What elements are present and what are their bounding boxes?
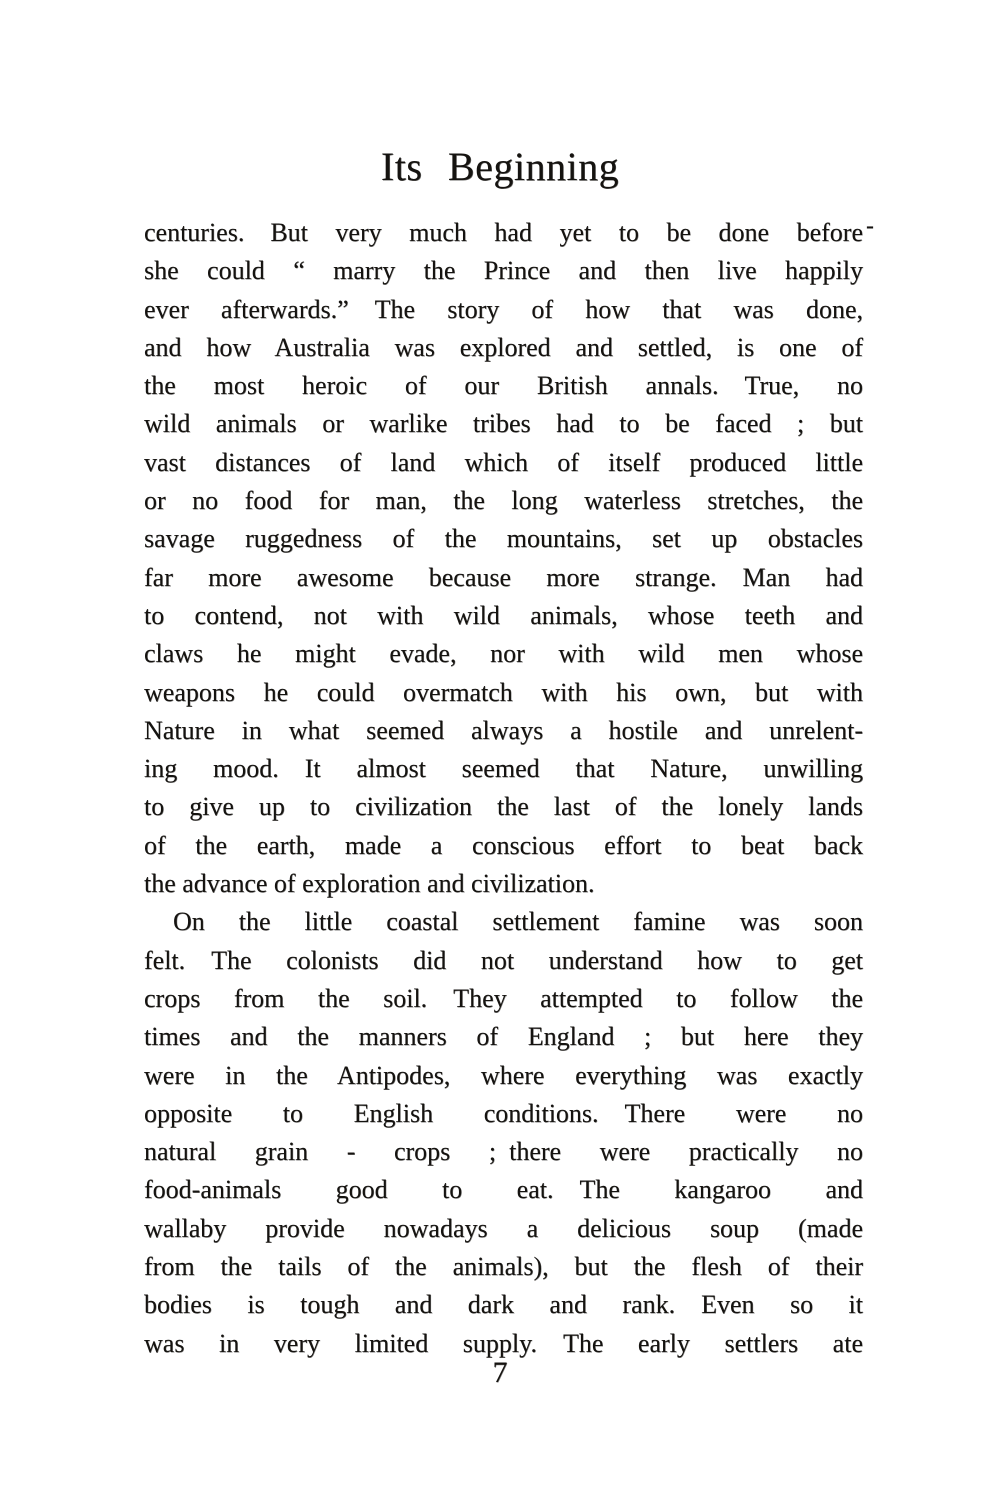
text-line: opposite to English conditions. There were no — [144, 1098, 863, 1128]
text-line: to give up to civilization the last of the lonely lands — [144, 792, 863, 822]
text-line: ing mood. It almost seemed that Nature, unwilling — [144, 754, 863, 784]
text-line: was in very limited supply. The early settlers ate — [144, 1328, 863, 1358]
text-line: ever afterwards.” The story of how that was done, — [144, 294, 863, 324]
text-line: Nature in what seemed always a hostile and unrelent- — [144, 715, 863, 745]
text-line: or no food for man, the long waterless stretches, the — [144, 486, 863, 516]
text-line: vast distances of land which of itself produced little — [144, 447, 863, 477]
stray-ink-mark: - — [866, 213, 874, 239]
text-line: she could “ marry the Prince and then live happily — [144, 256, 863, 286]
text-line: weapons he could overmatch with his own, but with — [144, 677, 863, 707]
text-line: centuries. But very much had yet to be done before — [144, 218, 863, 247]
text-line: claws he might evade, nor with wild men whose — [144, 639, 863, 669]
text-line: savage ruggedness of the mountains, set up obstacles — [144, 524, 863, 554]
text-line: food-animals good to eat. The kangaroo and — [144, 1175, 863, 1205]
text-line: to contend, not with wild animals, whose teeth and — [144, 600, 863, 630]
text-line: bodies is tough and dark and rank. Even so it — [144, 1290, 863, 1320]
page-title: Its Beginning — [380, 144, 620, 189]
text-line: and how Australia was explored and settled, is one of — [144, 332, 863, 362]
text-line: wallaby provide nowadays a delicious soup (made — [144, 1213, 863, 1243]
text-line: wild animals or warlike tribes had to be faced ; but — [144, 409, 863, 439]
text-line-paragraph-start: On the little coastal settlement famine was soon — [173, 907, 863, 937]
text-line: crops from the soil. They attempted to follow the — [144, 983, 863, 1013]
text-line: times and the manners of England ; but here they — [144, 1022, 863, 1052]
body-text — [144, 214, 863, 1363]
text-line: were in the Antipodes, where everything was exactly — [144, 1060, 863, 1090]
text-line-paragraph-end: the advance of exploration and civilization. — [144, 869, 595, 899]
text-line: the most heroic of our British annals. True, no — [144, 371, 863, 401]
text-line: of the earth, made a conscious effort to beat back — [144, 830, 863, 860]
text-line: from the tails of the animals), but the flesh of their — [144, 1252, 863, 1282]
text-line: felt. The colonists did not understand how to get — [144, 945, 863, 975]
text-line: natural grain - crops ; there were practically no — [144, 1137, 863, 1167]
page-number: 7 — [492, 1356, 508, 1389]
text-line: far more awesome because more strange. Man had — [144, 562, 863, 592]
